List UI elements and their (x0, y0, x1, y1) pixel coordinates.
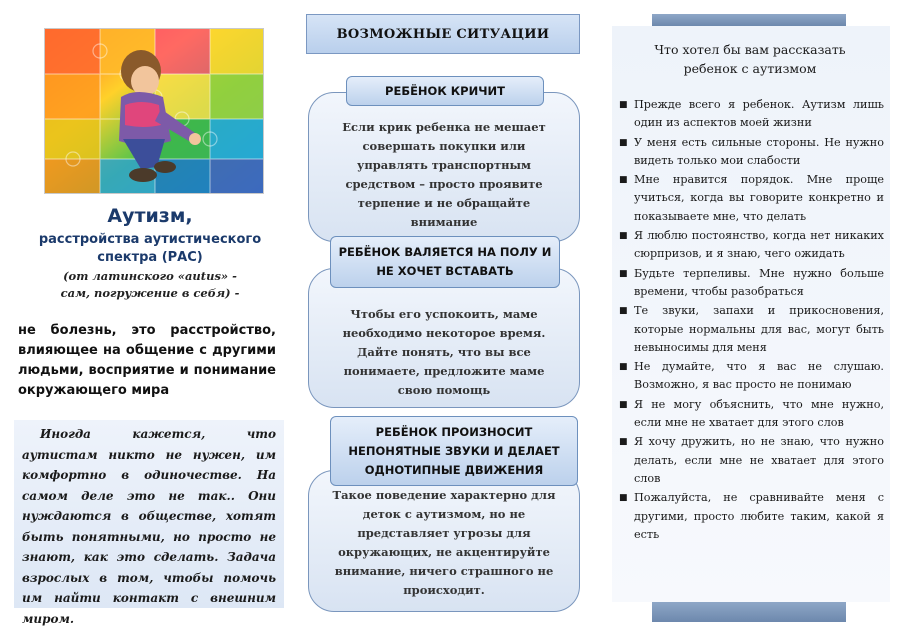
bullet-icon: ■ (619, 137, 628, 148)
child-message-list (618, 96, 884, 545)
child-puzzle-photo (44, 28, 264, 194)
autism-title: Аутизм, (107, 205, 193, 227)
situation-2-label: РЕБЁНОК ВАЛЯЕТСЯ НА ПОЛУ И НЕ ХОЧЕТ ВСТАВАТЬ (330, 236, 560, 288)
bullet-icon: ■ (619, 100, 628, 110)
situation-3-label: РЕБЁНОК ПРОИЗНОСИТ НЕПОНЯТНЫЕ ЗВУКИ И ДЕЛАЕТ ОДНОТИПНЫЕ ДВИЖЕНИЯ (330, 416, 578, 486)
list-item: ■ Пожалуйста, не сравнивайте меня с другими, просто любите таким, какой я есть (619, 491, 884, 541)
situations-header (306, 14, 580, 54)
autism-subtitle (10, 231, 290, 267)
list-item: ■ У меня есть сильные стороны. Не нужно видеть только мои слабости (619, 135, 884, 167)
bullet-icon: ■ (619, 362, 628, 373)
situations-header-text: ВОЗМОЖНЫЕ СИТУАЦИИ (336, 26, 550, 42)
subtitle-line-1: расстройства аутистического (38, 232, 262, 247)
bullet-icon: ■ (619, 231, 628, 242)
list-item: ■ Те звуки, запахи и прикосновения, которые нормальны для вас, могут быть невыносимы для меня (619, 304, 884, 354)
list-item: ■ Будьте терпеливы. Мне нужно больше времени, чтобы разобраться (619, 266, 884, 298)
situation-1-text: Если крик ребенка не мешает совершать покупки или управлять транспортным средством – просто проявите терпение и не обращайте внимание (342, 120, 546, 229)
bullet-icon: ■ (619, 268, 628, 279)
situation-2-text: Чтобы его успокоить, маме необходимо некоторое время. Дайте понять, что вы все понимаете, предложите маме свою помощь (342, 306, 546, 397)
top-decorative-band (652, 14, 846, 26)
situation-3-text: Такое поведение характерно для деток с аутизмом, но не представляет угрозы для окружающих, не акцентируйте внимание, ничего страшного не происходит. (332, 488, 556, 597)
situation-1-body (308, 92, 580, 242)
child-message-title: Что хотел бы вам рассказать ребенок с аутизмом (654, 42, 846, 76)
situation-3-body (308, 470, 580, 612)
list-item: ■ Не думайте, что я вас не слушаю. Возможно, я вас просто не понимаю (619, 360, 884, 392)
autism-definition: не болезнь, это расстройство, влияющее на общение с другими людьми, восприятие и понимание окружающего мира (18, 323, 276, 398)
list-item: ■ Мне нравится порядок. Мне проще учиться, когда вы говорите конкретно и показываете мне, что делать (619, 173, 884, 223)
list-item: ■ Прежде всего я ребенок. Аутизм лишь один из аспектов моей жизни (619, 98, 884, 130)
latin-origin-note (10, 268, 290, 302)
bullet-icon: ■ (619, 493, 628, 504)
subtitle-line-2: спектра (РАС) (97, 250, 203, 265)
italic-note: Иногда кажется, что аутистам никто не нужен, им комфортно в одиночестве. На самом деле это не так.. Они нуждаются в обществе, хотят быть понятными, но просто не знают, как это сделать. Задача взрослых в том, чтобы помочь им найти контакт с внешним миром. (22, 427, 276, 626)
latin-line-2: сам, погружение в себя) - (60, 286, 240, 300)
list-item: ■ Я люблю постоянство, когда нет никаких сюрпризов, и я знаю, чего ожидать (619, 229, 884, 261)
bullet-icon: ■ (619, 306, 628, 317)
list-item: ■ Я хочу дружить, но не знаю, что нужно делать, если мне не хватает для этого слов (619, 435, 884, 485)
bullet-icon: ■ (619, 175, 628, 186)
bullet-icon: ■ (619, 437, 628, 448)
bullet-icon: ■ (619, 399, 628, 410)
situation-1-label: РЕБЁНОК КРИЧИТ (346, 76, 544, 106)
situation-2-body (308, 268, 580, 408)
latin-line-1: (от латинского «autus» - (63, 269, 237, 283)
list-item: ■ Я не могу объяснить, что мне нужно, если мне не хватает для этого слов (619, 397, 884, 430)
bottom-decorative-band (652, 602, 846, 622)
